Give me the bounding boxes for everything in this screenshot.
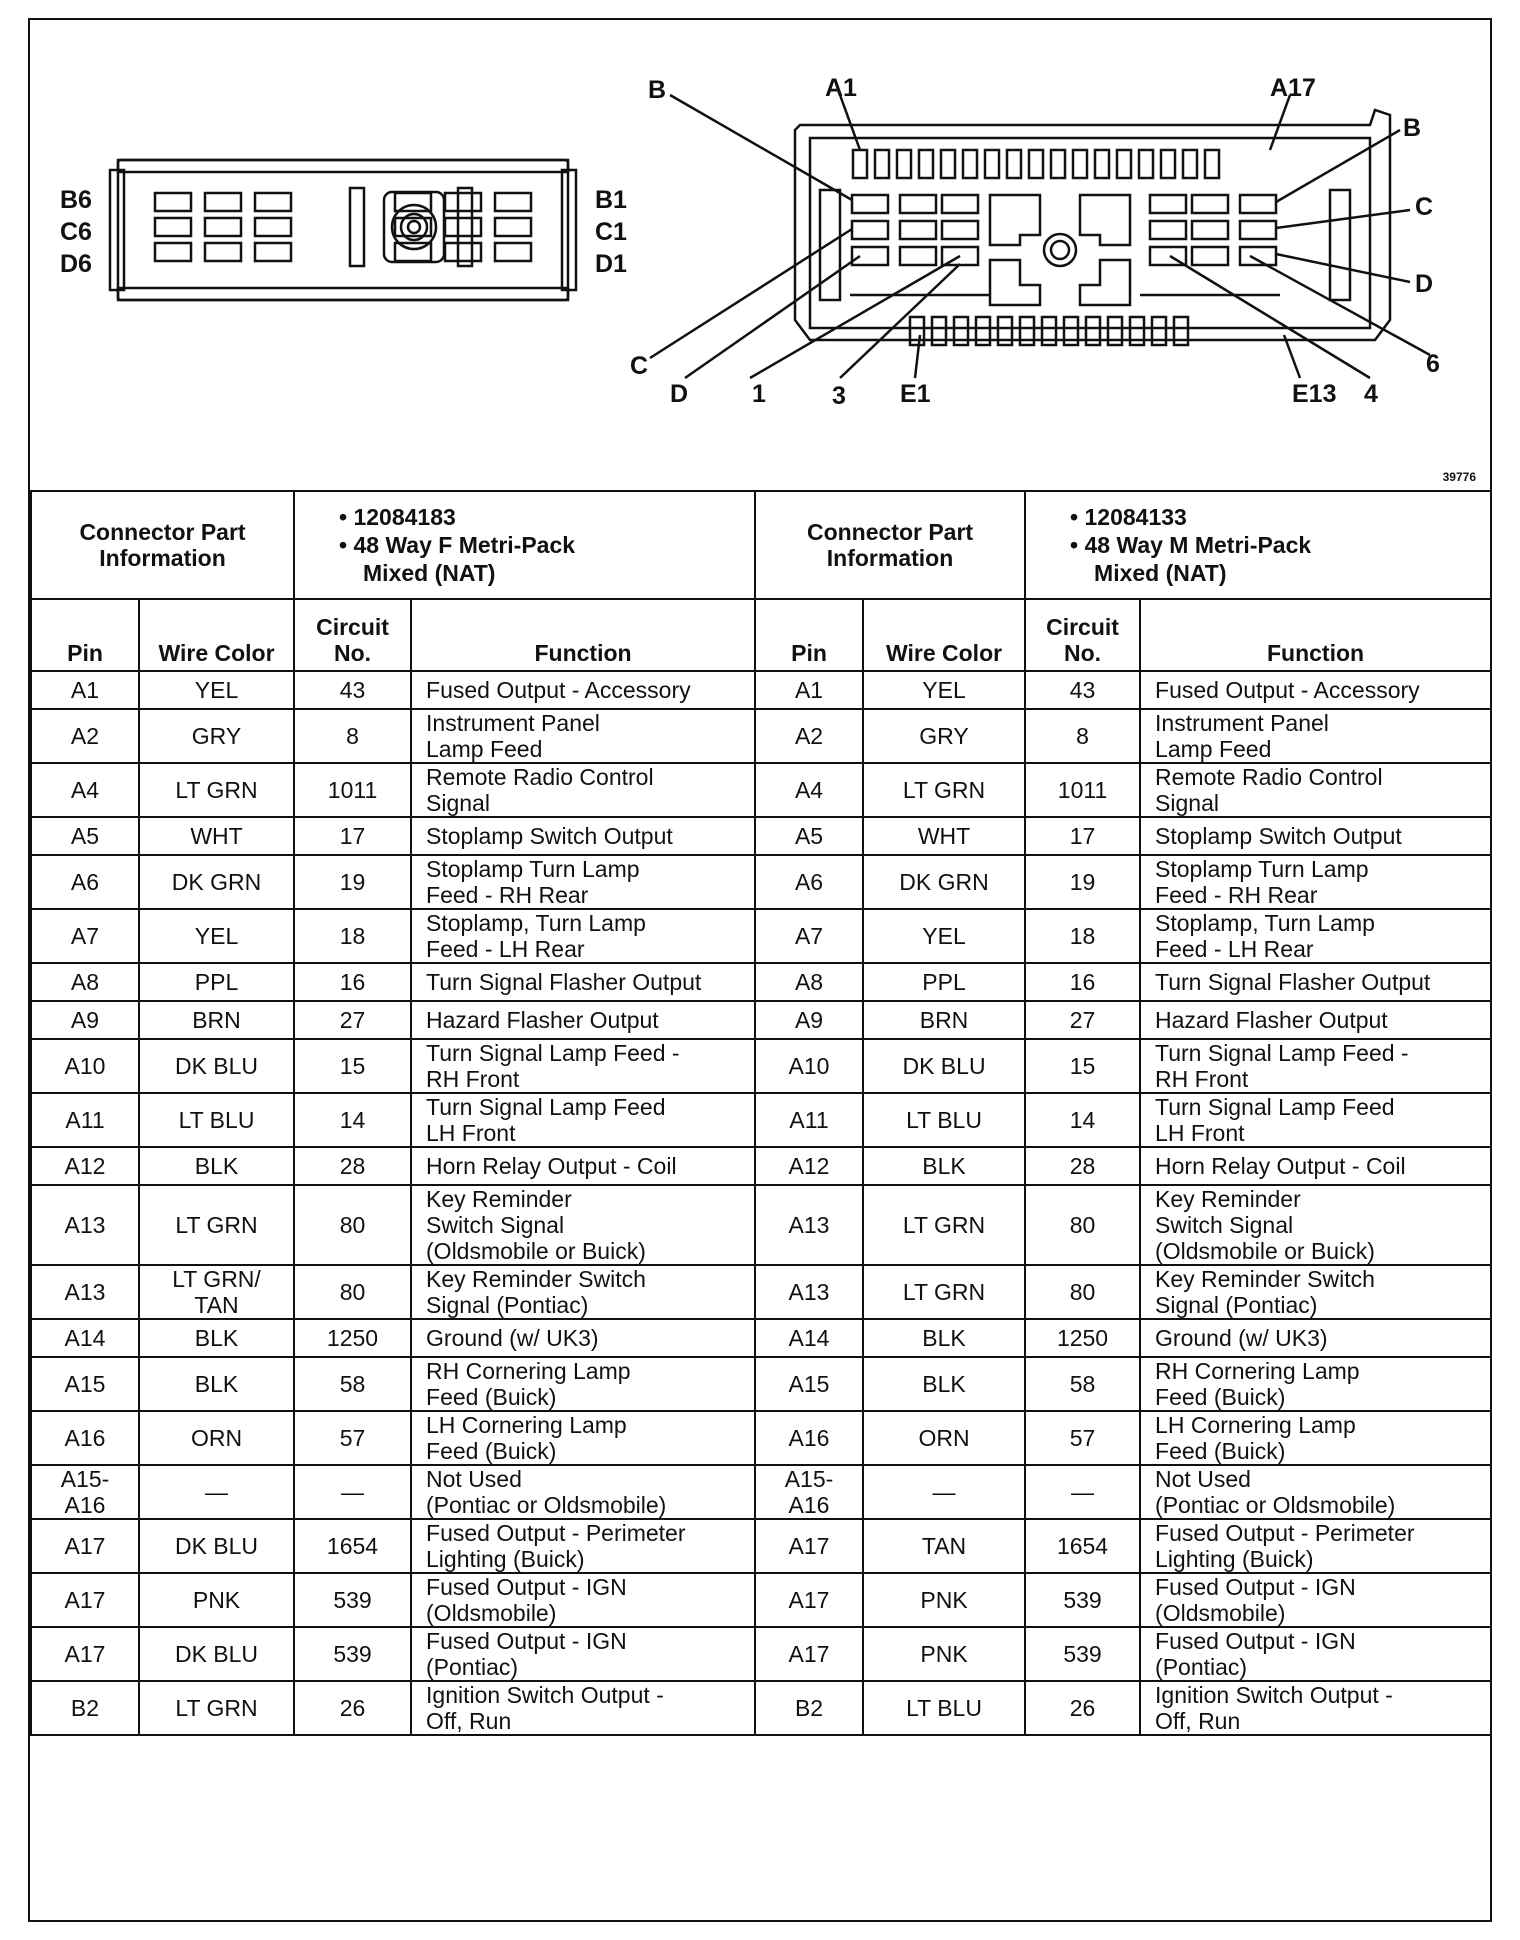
table-row [31,709,1491,763]
label-c1: C1 [595,218,627,246]
pin-cell: A8 [755,963,863,1001]
wire-color-cell: GRY [863,709,1025,763]
part-info-row [31,491,1491,599]
circuit-cell: 8 [1025,709,1140,763]
function-cell: Stoplamp, Turn Lamp Feed - LH Rear [1140,909,1491,963]
wire-color-cell: BLK [863,1357,1025,1411]
function-cell: Horn Relay Output - Coil [411,1147,755,1185]
table-row [31,1001,1491,1039]
left-part-desc2: Mixed (NAT) [363,560,496,586]
right-part-desc2: Mixed (NAT) [1094,560,1227,586]
function-cell: Fused Output - Perimeter Lighting (Buick) [411,1519,755,1573]
pin-cell: A17 [31,1573,139,1627]
label-e1: E1 [900,380,931,408]
circuit-cell: 26 [294,1681,411,1735]
circuit-cell: 8 [294,709,411,763]
function-cell: Instrument Panel Lamp Feed [1140,709,1491,763]
pin-cell: A1 [755,671,863,709]
pin-cell: A4 [31,763,139,817]
function-cell: Turn Signal Lamp Feed LH Front [1140,1093,1491,1147]
table-row [31,817,1491,855]
table-row [31,1185,1491,1265]
wire-color-cell: YEL [863,671,1025,709]
table-row [31,1319,1491,1357]
function-cell: RH Cornering Lamp Feed (Buick) [1140,1357,1491,1411]
col-circuit: Circuit No. [294,599,411,671]
table-row [31,963,1491,1001]
table-row [31,1411,1491,1465]
col-function: Function [411,599,755,671]
circuit-cell: 80 [294,1265,411,1319]
label-4: 4 [1364,380,1378,408]
circuit-cell: 19 [294,855,411,909]
function-cell: LH Cornering Lamp Feed (Buick) [1140,1411,1491,1465]
pin-cell: A12 [31,1147,139,1185]
function-cell: LH Cornering Lamp Feed (Buick) [411,1411,755,1465]
left-part-number: 12084183 [353,504,456,530]
column-header-row [31,599,1491,671]
pin-cell: A4 [755,763,863,817]
pin-cell: A10 [755,1039,863,1093]
table-row [31,1093,1491,1147]
label-b1: B1 [595,186,627,214]
table-row [31,1265,1491,1319]
circuit-cell: 14 [294,1093,411,1147]
pin-cell: A17 [31,1627,139,1681]
label-a1: A1 [825,74,857,102]
pin-cell: A16 [755,1411,863,1465]
left-connector-body [118,160,568,300]
circuit-cell: 57 [294,1411,411,1465]
pin-cell: A10 [31,1039,139,1093]
wire-color-cell: WHT [863,817,1025,855]
wire-color-cell: DK BLU [139,1519,294,1573]
col-circuit: Circuit No. [1025,599,1140,671]
circuit-cell: 43 [294,671,411,709]
wire-color-cell: LT GRN/ TAN [139,1265,294,1319]
pin-cell: A17 [31,1519,139,1573]
document-frame [28,18,1492,1922]
circuit-cell: 28 [294,1147,411,1185]
circuit-cell: 19 [1025,855,1140,909]
wire-color-cell: BLK [863,1319,1025,1357]
circuit-cell: 17 [294,817,411,855]
function-cell: Ignition Switch Output - Off, Run [411,1681,755,1735]
label-3: 3 [832,382,846,410]
circuit-cell: 80 [1025,1265,1140,1319]
label-c-right: C [1415,193,1434,221]
right-connector-top-row [853,150,1219,178]
right-part-details: • 12084133 • 48 Way M Metri-Pack Mixed (NAT) [1025,491,1491,599]
circuit-cell: 539 [294,1573,411,1627]
circuit-cell: 15 [294,1039,411,1093]
pin-cell: A11 [31,1093,139,1147]
pin-cell: A5 [31,817,139,855]
pin-cell: A13 [755,1185,863,1265]
table-row [31,1039,1491,1093]
circuit-cell: 18 [294,909,411,963]
function-cell: Ground (w/ UK3) [1140,1319,1491,1357]
function-cell: Turn Signal Lamp Feed - RH Front [1140,1039,1491,1093]
wire-color-cell: YEL [863,909,1025,963]
label-6: 6 [1426,350,1440,378]
col-wire-color: Wire Color [139,599,294,671]
label-d-right: D [1415,270,1434,298]
pin-cell: A17 [755,1573,863,1627]
circuit-cell: — [294,1465,411,1519]
wire-color-cell: PNK [863,1627,1025,1681]
pin-cell: A1 [31,671,139,709]
label-d-bottom: D [670,380,689,408]
wire-color-cell: LT BLU [139,1093,294,1147]
circuit-cell: 539 [1025,1627,1140,1681]
wire-color-cell: PPL [139,963,294,1001]
wire-color-cell: DK BLU [139,1627,294,1681]
table-row [31,1573,1491,1627]
circuit-cell: 15 [1025,1039,1140,1093]
wire-color-cell: PNK [139,1573,294,1627]
circuit-cell: 539 [294,1627,411,1681]
pin-cell: A13 [755,1265,863,1319]
circuit-cell: 43 [1025,671,1140,709]
wire-color-cell: DK GRN [863,855,1025,909]
label-1: 1 [752,380,766,408]
label-c6: C6 [60,218,92,246]
label-b-top: B [648,76,667,104]
wire-color-cell: BLK [139,1147,294,1185]
pin-cell: A15 [755,1357,863,1411]
wire-color-cell: DK GRN [139,855,294,909]
function-cell: Key Reminder Switch Signal (Oldsmobile or Buick) [1140,1185,1491,1265]
wire-color-cell: BRN [139,1001,294,1039]
function-cell: Ground (w/ UK3) [411,1319,755,1357]
wire-color-cell: — [863,1465,1025,1519]
wire-color-cell: — [139,1465,294,1519]
table-row [31,1519,1491,1573]
table-row [31,909,1491,963]
function-cell: Not Used (Pontiac or Oldsmobile) [1140,1465,1491,1519]
function-cell: Not Used (Pontiac or Oldsmobile) [411,1465,755,1519]
function-cell: Turn Signal Flasher Output [1140,963,1491,1001]
wire-color-cell: LT GRN [863,1265,1025,1319]
circuit-cell: 80 [294,1185,411,1265]
function-cell: Key Reminder Switch Signal (Oldsmobile or Buick) [411,1185,755,1265]
function-cell: Key Reminder Switch Signal (Pontiac) [411,1265,755,1319]
pin-cell: A15- A16 [31,1465,139,1519]
table-row [31,1627,1491,1681]
function-cell: Fused Output - IGN (Oldsmobile) [1140,1573,1491,1627]
function-cell: Stoplamp Switch Output [1140,817,1491,855]
pin-cell: A5 [755,817,863,855]
pin-cell: A15- A16 [755,1465,863,1519]
pin-cell: A9 [31,1001,139,1039]
pin-cell: A9 [755,1001,863,1039]
circuit-cell: 1011 [1025,763,1140,817]
wire-color-cell: BRN [863,1001,1025,1039]
function-cell: Turn Signal Lamp Feed - RH Front [411,1039,755,1093]
wire-color-cell: LT GRN [863,1185,1025,1265]
wire-color-cell: DK BLU [139,1039,294,1093]
col-pin: Pin [755,599,863,671]
wire-color-cell: LT GRN [139,763,294,817]
wire-color-cell: LT GRN [863,763,1025,817]
circuit-cell: 27 [1025,1001,1140,1039]
label-a17: A17 [1270,74,1316,102]
left-part-title: Connector Part Information [31,491,294,599]
function-cell: Fused Output - Accessory [411,671,755,709]
function-cell: Fused Output - IGN (Pontiac) [411,1627,755,1681]
function-cell: RH Cornering Lamp Feed (Buick) [411,1357,755,1411]
function-cell: Fused Output - IGN (Pontiac) [1140,1627,1491,1681]
table-row [31,1147,1491,1185]
wire-color-cell: LT GRN [139,1681,294,1735]
pinout-table [30,490,1492,1736]
wire-color-cell: TAN [863,1519,1025,1573]
pin-cell: A13 [31,1265,139,1319]
col-pin: Pin [31,599,139,671]
table-row [31,855,1491,909]
function-cell: Stoplamp, Turn Lamp Feed - LH Rear [411,909,755,963]
circuit-cell: 17 [1025,817,1140,855]
pin-cell: A17 [755,1519,863,1573]
circuit-cell: 80 [1025,1185,1140,1265]
pin-cell: A13 [31,1185,139,1265]
function-cell: Instrument Panel Lamp Feed [411,709,755,763]
pin-cell: A2 [755,709,863,763]
circuit-cell: 1011 [294,763,411,817]
function-cell: Remote Radio Control Signal [411,763,755,817]
right-part-desc: 48 Way M Metri-Pack [1084,532,1312,558]
pin-cell: A15 [31,1357,139,1411]
right-part-title: Connector Part Information [755,491,1025,599]
pin-cell: A7 [755,909,863,963]
wire-color-cell: LT BLU [863,1681,1025,1735]
function-cell: Horn Relay Output - Coil [1140,1147,1491,1185]
function-cell: Stoplamp Turn Lamp Feed - RH Rear [411,855,755,909]
wire-color-cell: WHT [139,817,294,855]
table-row [31,1465,1491,1519]
wire-color-cell: LT BLU [863,1093,1025,1147]
circuit-cell: — [1025,1465,1140,1519]
circuit-cell: 16 [1025,963,1140,1001]
circuit-cell: 14 [1025,1093,1140,1147]
function-cell: Turn Signal Lamp Feed LH Front [411,1093,755,1147]
circuit-cell: 57 [1025,1411,1140,1465]
pin-cell: B2 [755,1681,863,1735]
wire-color-cell: PNK [863,1573,1025,1627]
pin-cell: B2 [31,1681,139,1735]
table-row [31,1681,1491,1735]
label-c-bottom: C [630,352,649,380]
function-cell: Fused Output - IGN (Oldsmobile) [411,1573,755,1627]
circuit-cell: 26 [1025,1681,1140,1735]
wire-color-cell: BLK [863,1147,1025,1185]
label-b-right: B [1403,114,1422,142]
wire-color-cell: LT GRN [139,1185,294,1265]
circuit-cell: 1654 [1025,1519,1140,1573]
label-b6: B6 [60,186,92,214]
right-part-number: 12084133 [1084,504,1187,530]
function-cell: Fused Output - Accessory [1140,671,1491,709]
pin-cell: A8 [31,963,139,1001]
pin-cell: A16 [31,1411,139,1465]
function-cell: Stoplamp Switch Output [411,817,755,855]
label-d6: D6 [60,250,92,278]
pin-cell: A11 [755,1093,863,1147]
circuit-cell: 1250 [1025,1319,1140,1357]
function-cell: Remote Radio Control Signal [1140,763,1491,817]
connector-figure [30,20,1490,490]
pinout-rows [31,671,1491,1735]
pin-cell: A14 [31,1319,139,1357]
circuit-cell: 1250 [294,1319,411,1357]
pin-cell: A7 [31,909,139,963]
function-cell: Key Reminder Switch Signal (Pontiac) [1140,1265,1491,1319]
circuit-cell: 539 [1025,1573,1140,1627]
pin-cell: A6 [31,855,139,909]
pin-cell: A14 [755,1319,863,1357]
circuit-cell: 58 [1025,1357,1140,1411]
function-cell: Ignition Switch Output - Off, Run [1140,1681,1491,1735]
pin-cell: A17 [755,1627,863,1681]
circuit-cell: 58 [294,1357,411,1411]
circuit-cell: 28 [1025,1147,1140,1185]
col-function: Function [1140,599,1491,671]
wire-color-cell: YEL [139,671,294,709]
wire-color-cell: DK BLU [863,1039,1025,1093]
left-part-details: • 12084183 • 48 Way F Metri-Pack Mixed (NAT) [294,491,755,599]
label-e13: E13 [1292,380,1337,408]
table-row [31,1357,1491,1411]
table-row [31,671,1491,709]
function-cell: Hazard Flasher Output [1140,1001,1491,1039]
pin-cell: A6 [755,855,863,909]
wire-color-cell: ORN [863,1411,1025,1465]
wire-color-cell: PPL [863,963,1025,1001]
left-connector-cavities [155,193,531,261]
function-cell: Stoplamp Turn Lamp Feed - RH Rear [1140,855,1491,909]
table-row [31,763,1491,817]
left-part-desc: 48 Way F Metri-Pack [353,532,576,558]
function-cell: Fused Output - Perimeter Lighting (Buick) [1140,1519,1491,1573]
figure-number: 39776 [1442,470,1476,484]
circuit-cell: 16 [294,963,411,1001]
function-cell: Hazard Flasher Output [411,1001,755,1039]
col-wire-color: Wire Color [863,599,1025,671]
pin-cell: A12 [755,1147,863,1185]
wire-color-cell: GRY [139,709,294,763]
circuit-cell: 27 [294,1001,411,1039]
wire-color-cell: BLK [139,1319,294,1357]
wire-color-cell: YEL [139,909,294,963]
label-d1: D1 [595,250,627,278]
wire-color-cell: BLK [139,1357,294,1411]
circuit-cell: 1654 [294,1519,411,1573]
function-cell: Turn Signal Flasher Output [411,963,755,1001]
circuit-cell: 18 [1025,909,1140,963]
pin-cell: A2 [31,709,139,763]
wire-color-cell: ORN [139,1411,294,1465]
